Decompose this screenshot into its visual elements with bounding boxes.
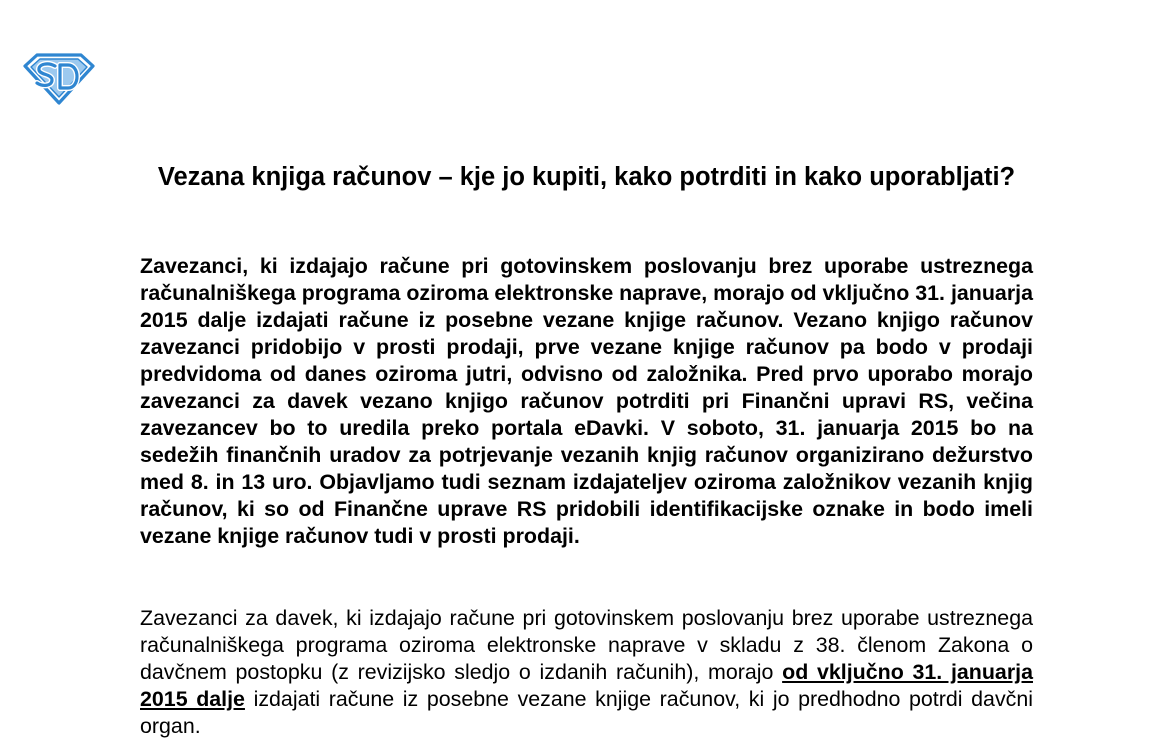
paragraph-2-deadline-emphasis: od vključno 31. januarja 2015 dalje [140, 660, 1033, 711]
sd-shield-logo-icon [22, 50, 96, 106]
paragraph-1: Zavezanci, ki izdajajo račune pri gotovinskem poslovanju brez uporabe ustreznega računalniškega programa oziroma elektronske naprave, morajo od vključno 31. januarja 2015 dalje izdajati račune iz posebne vezane knjige računov. Vezano knjigo računov zavezanci pridobijo v prosti prodaji, prve vezane knjige računov pa bodo v prodaji predvidoma od danes oziroma jutri, odvisno od založnika. Pred prvo uporabo morajo zavezanci za davek vezano knjigo računov potrditi pri Finančni upravi RS, večina zavezancev bo to uredila preko portala eDavki. V soboto, 31. januarja 2015 bo na sedežih finančnih uradov za potrjevanje vezanih knjig računov organizirano dežurstvo med 8. in 13 uro. Objavljamo tudi seznam izdajateljev oziroma založnikov vezanih knjig računov, ki so od Finančne uprave RS pridobili identifikacijske oznake in bodo imeli vezane knjige računov tudi v prosti prodaji. [140, 254, 1033, 548]
paragraph-2-intro: Zavezanci za davek, ki izdajajo račune pri gotovinskem poslovanju brez uporabe ustreznega računalniškega programa oziroma elektronske naprave v skladu z 38. členom Zakona o davčnem postopku (z revizijsko sledjo o izdanih računih), morajo [140, 606, 1033, 684]
paragraph-2 [140, 605, 1033, 740]
document-title: Vezana knjiga računov – kje jo kupiti, kako potrditi in kako uporabljati? [157, 163, 1016, 191]
paragraph-2-rest: izdajati račune iz posebne vezane knjige računov, ki jo predhodno potrdi davčni organ. [140, 687, 1033, 738]
sd-logo [22, 50, 96, 106]
